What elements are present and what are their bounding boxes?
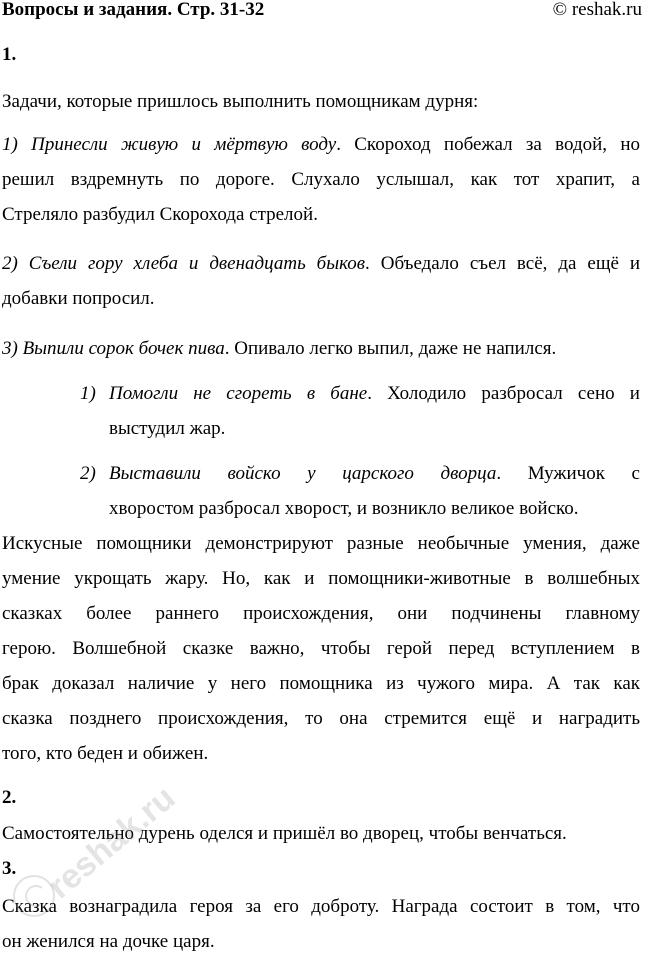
task-2-line-2: добавки попросил. (2, 288, 155, 309)
paragraph-line: Искусные помощники демонстрируют разные необычные умения, даже (2, 533, 640, 554)
task-1-text: . Скороход побежал за водой, но (336, 134, 640, 155)
list-item-line-1 (109, 456, 640, 491)
list-item-text: . Холодило разбросал сено и (367, 383, 640, 404)
task-3-label: 3) Выпили сорок бочек пива (2, 338, 225, 359)
task-2-label: 2) Съели гору хлеба и двенадцать быков (2, 253, 366, 274)
section-2-text: Самостоятельно дурень оделся и пришёл во дворец, чтобы венчаться. (2, 823, 567, 844)
section-3-number: 3. (2, 858, 17, 879)
task-1 (2, 127, 640, 232)
list-item-marker: 1) (80, 383, 96, 404)
list-item (80, 456, 640, 526)
task-1-label: 1) Принесли живую и мёртвую воду (2, 134, 337, 155)
task-1-line-1 (2, 127, 640, 162)
task-2-text: . Объедало съел всё, да ещё и (365, 253, 640, 274)
watermark-text: reshak.ru (40, 778, 183, 907)
list-item-line-2: выстудил жар. (109, 418, 226, 439)
header-site-credit: © reshak.ru (552, 0, 642, 20)
paragraph-line: брак доказал наличие у него помощника из чужого мира. А так как (2, 673, 640, 694)
list-item-line-2: хворостом разбросал хворост, и возникло великое войско. (109, 498, 579, 519)
task-sublist (80, 376, 640, 526)
task-3 (2, 331, 640, 366)
paragraph-line: сказках более раннего происхождения, они подчинены главному (2, 603, 640, 624)
list-item-line-1 (109, 376, 640, 411)
task-2-line-1 (2, 246, 640, 281)
list-item-label: Помогли не сгореть в бане (109, 383, 368, 404)
task-3-line-1 (2, 331, 640, 366)
header-title: Вопросы и задания. Стр. 31-32 (2, 0, 265, 20)
page-header (2, 0, 642, 22)
list-item-label: Выставили войско у царского дворца (109, 463, 497, 484)
section-3-line-2: он женился на дочке царя. (2, 931, 215, 952)
section-3-line-1: Сказка вознаградила героя за его доброту. Награда состоит в том, что (2, 896, 640, 917)
section-2-number: 2. (2, 787, 17, 808)
section-1-intro: Задачи, которые пришлось выполнить помощникам дурня: (2, 91, 479, 112)
task-3-text: . Опивало легко выпил, даже не напился. (224, 338, 557, 359)
list-item (80, 376, 640, 446)
section-3-text (2, 889, 640, 959)
paragraph-line: умение укрощать жару. Но, как и помощники-животные в волшебных (2, 568, 640, 589)
list-item-marker: 2) (80, 463, 96, 484)
paragraph-line: сказка позднего происхождения, то она стремится ещё и наградить (2, 708, 640, 729)
section-1-number: 1. (2, 44, 17, 65)
paragraph-line: того, кто беден и обижен. (2, 743, 209, 764)
section-1-paragraph (2, 526, 640, 771)
task-2 (2, 246, 640, 316)
list-item-text: . Мужичок с (496, 463, 640, 484)
task-1-line-3: Стреляло разбудил Скорохода стрелой. (2, 204, 318, 225)
paragraph-line: герою. Волшебной сказке важно, чтобы герой перед вступлением в (2, 638, 640, 659)
task-1-line-2: решил вздремнуть по дороге. Слухало услышал, как тот храпит, а (2, 169, 640, 190)
